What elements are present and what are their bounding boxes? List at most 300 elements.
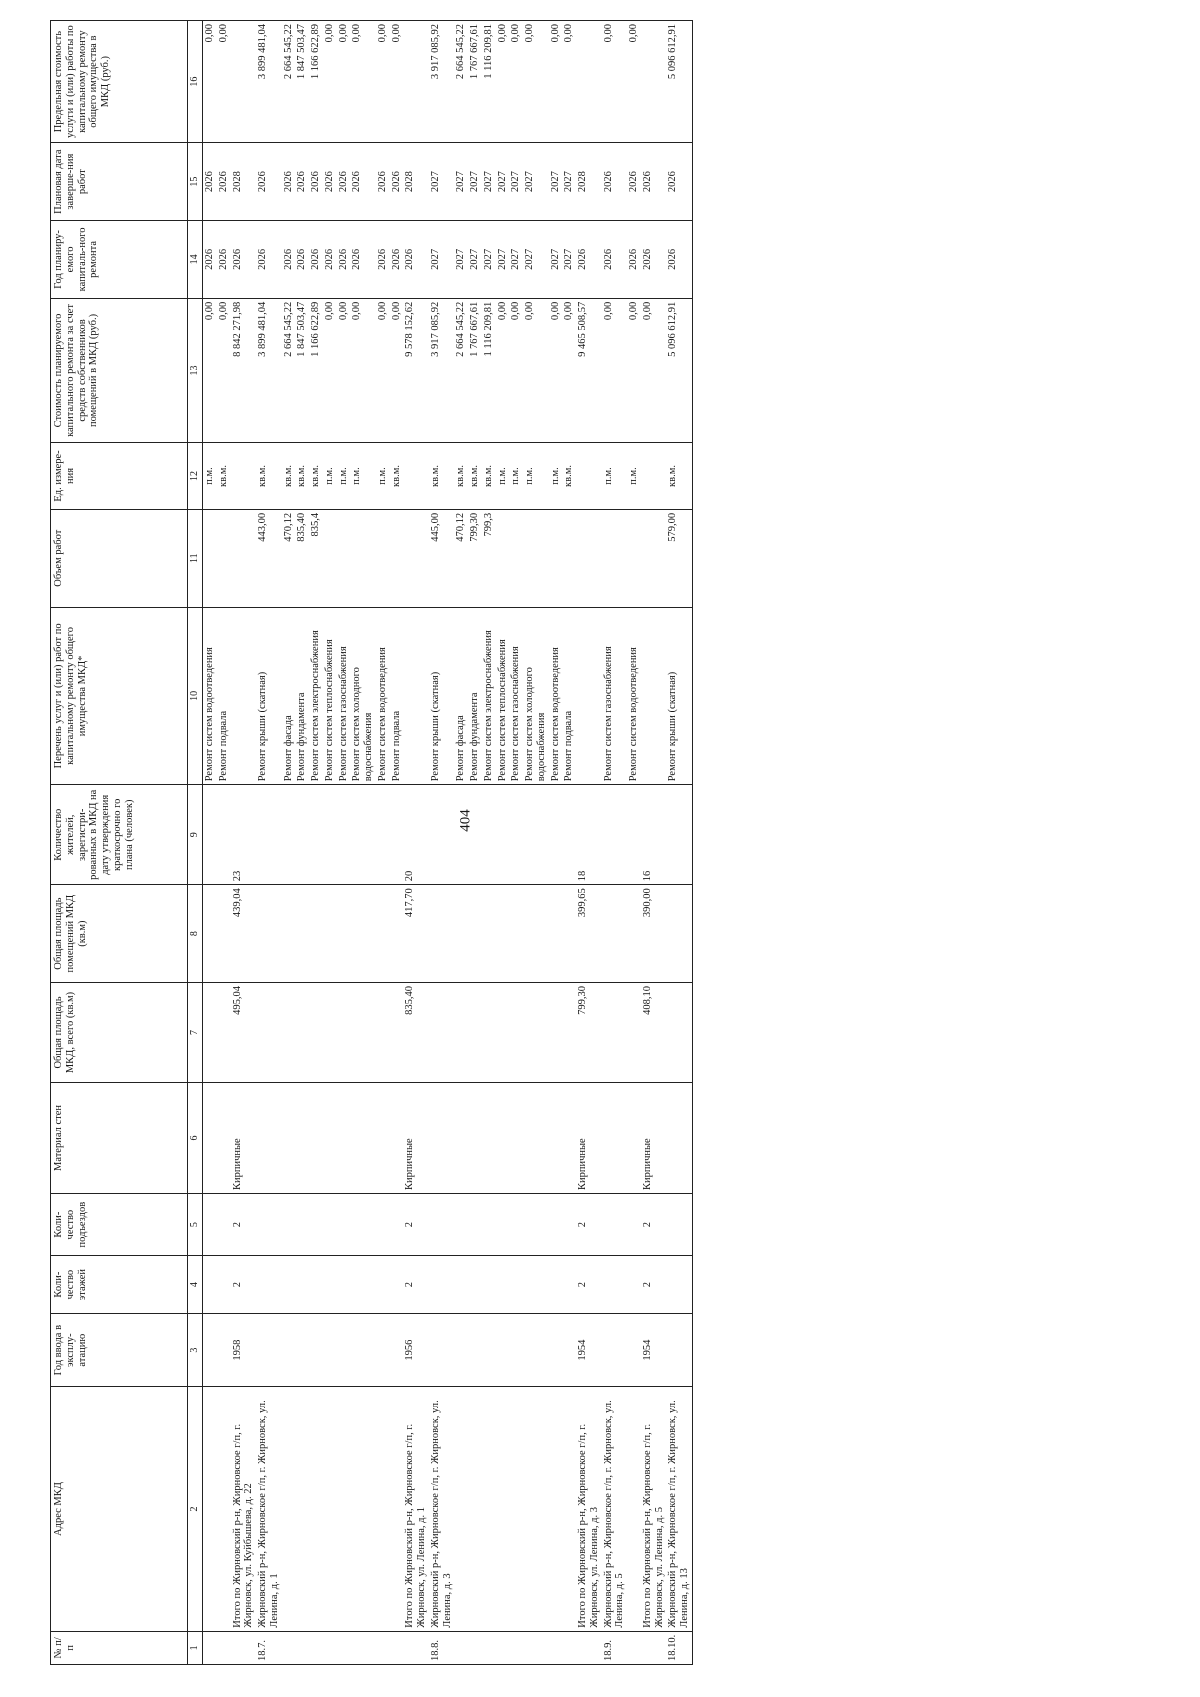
wall-material-cell	[350, 1082, 376, 1193]
table-row	[509, 21, 523, 1665]
row-number-cell	[468, 1631, 482, 1664]
commission-year-cell	[509, 1314, 523, 1387]
header-cell: Плановая дата заверше-ния работ	[51, 143, 188, 221]
cost-limit-cell: 0,00	[323, 21, 337, 143]
unit-cell: кв.м.	[482, 443, 496, 510]
table-row	[468, 21, 482, 1665]
header-cell: Коли-чество этажей	[51, 1256, 188, 1314]
repair-cost-cell: 3 917 085,92	[429, 298, 455, 442]
cost-limit-cell: 0,00	[509, 21, 523, 143]
floors-cell	[549, 1256, 563, 1314]
unit-cell: п.м.	[627, 443, 641, 510]
unit-cell: кв.м.	[454, 443, 468, 510]
floors-cell	[602, 1256, 628, 1314]
table-row	[641, 21, 667, 1665]
total-area-cell	[549, 983, 563, 1083]
repair-year-cell: 2026	[376, 221, 390, 299]
cost-limit-cell: 1 166 622,89	[309, 21, 323, 143]
cost-limit-cell: 1 847 503,47	[295, 21, 309, 143]
cost-limit-cell	[576, 21, 602, 143]
entrances-cell: 2	[231, 1194, 257, 1256]
floors-cell	[468, 1256, 482, 1314]
repair-cost-cell: 0,00	[562, 298, 576, 442]
unit-cell: кв.м.	[309, 443, 323, 510]
repair-cost-cell: 0,00	[509, 298, 523, 442]
work-volume-cell: 799,30	[468, 509, 482, 607]
address-cell	[337, 1387, 351, 1631]
cost-limit-cell: 3 917 085,92	[429, 21, 455, 143]
residents-cell	[523, 785, 549, 885]
unit-cell	[231, 443, 257, 510]
column-number: 8	[188, 885, 203, 983]
work-volume-cell	[390, 509, 404, 607]
floors-cell	[666, 1256, 692, 1314]
completion-date-cell: 2026	[309, 143, 323, 221]
address-cell	[376, 1387, 390, 1631]
wall-material-cell	[482, 1082, 496, 1193]
commission-year-cell	[602, 1314, 628, 1387]
repair-cost-cell: 5 096 612,91	[666, 298, 692, 442]
premises-area-cell	[295, 885, 309, 983]
commission-year-cell	[468, 1314, 482, 1387]
work-volume-cell	[496, 509, 510, 607]
work-volume-cell: 445,00	[429, 509, 455, 607]
wall-material-cell	[256, 1082, 282, 1193]
entrances-cell	[509, 1194, 523, 1256]
work-volume-cell: 579,00	[666, 509, 692, 607]
row-number-cell	[390, 1631, 404, 1664]
column-number: 9	[188, 785, 203, 885]
premises-area-cell	[666, 885, 692, 983]
total-area-cell	[666, 983, 692, 1083]
work-type-cell: Ремонт фасада	[282, 607, 296, 785]
entrances-cell: 2	[641, 1194, 667, 1256]
work-type-cell: Ремонт крыши (скатная)	[666, 607, 692, 785]
unit-cell: п.м.	[337, 443, 351, 510]
cost-limit-cell: 0,00	[337, 21, 351, 143]
premises-area-cell	[496, 885, 510, 983]
column-number: 2	[188, 1387, 203, 1631]
repair-year-cell: 2026	[666, 221, 692, 299]
work-volume-cell: 470,12	[282, 509, 296, 607]
residents-cell	[468, 785, 482, 885]
entrances-cell: 2	[576, 1194, 602, 1256]
residents-cell	[376, 785, 390, 885]
premises-area-cell	[523, 885, 549, 983]
wall-material-cell	[337, 1082, 351, 1193]
unit-cell	[403, 443, 429, 510]
unit-cell: кв.м.	[282, 443, 296, 510]
completion-date-cell: 2026	[350, 143, 376, 221]
floors-cell	[562, 1256, 576, 1314]
cost-limit-cell: 1 116 209,81	[482, 21, 496, 143]
floors-cell	[323, 1256, 337, 1314]
entrances-cell	[295, 1194, 309, 1256]
work-volume-cell	[350, 509, 376, 607]
row-number-cell	[403, 1631, 429, 1664]
address-cell	[309, 1387, 323, 1631]
floors-cell: 2	[403, 1256, 429, 1314]
work-volume-cell: 443,00	[256, 509, 282, 607]
residents-cell	[390, 785, 404, 885]
premises-area-cell	[203, 885, 217, 983]
total-area-cell	[256, 983, 282, 1083]
entrances-cell	[482, 1194, 496, 1256]
wall-material-cell	[282, 1082, 296, 1193]
unit-cell: п.м.	[496, 443, 510, 510]
commission-year-cell	[390, 1314, 404, 1387]
residents-cell	[350, 785, 376, 885]
repair-cost-cell: 0,00	[376, 298, 390, 442]
wall-material-cell	[376, 1082, 390, 1193]
floors-cell	[309, 1256, 323, 1314]
completion-date-cell: 2027	[454, 143, 468, 221]
completion-date-cell: 2027	[523, 143, 549, 221]
residents-cell	[549, 785, 563, 885]
row-number-cell: 18.7.	[256, 1631, 282, 1664]
row-number-cell: 18.10.	[666, 1631, 692, 1664]
row-number-cell	[282, 1631, 296, 1664]
column-number: 4	[188, 1256, 203, 1314]
completion-date-cell: 2027	[562, 143, 576, 221]
premises-area-cell	[549, 885, 563, 983]
work-type-cell: Ремонт фундамента	[468, 607, 482, 785]
row-number-cell	[337, 1631, 351, 1664]
work-type-cell: Ремонт фундамента	[295, 607, 309, 785]
work-volume-cell	[403, 509, 429, 607]
address-cell: Жирновский р-н, Жирновское г/п, г. Жирновск, ул. Ленина, д. 5	[602, 1387, 628, 1631]
repair-year-cell: 2027	[509, 221, 523, 299]
cost-limit-cell: 0,00	[602, 21, 628, 143]
total-area-cell	[454, 983, 468, 1083]
premises-area-cell	[429, 885, 455, 983]
table-row	[549, 21, 563, 1665]
table-row	[282, 21, 296, 1665]
work-volume-cell	[509, 509, 523, 607]
residents-cell	[482, 785, 496, 885]
unit-cell: п.м.	[523, 443, 549, 510]
total-area-cell	[468, 983, 482, 1083]
cost-limit-cell: 0,00	[523, 21, 549, 143]
repair-year-cell: 2027	[549, 221, 563, 299]
row-number-cell	[309, 1631, 323, 1664]
row-number-cell	[576, 1631, 602, 1664]
completion-date-cell: 2027	[509, 143, 523, 221]
residents-cell: 18	[576, 785, 602, 885]
completion-date-cell: 2026	[627, 143, 641, 221]
repair-cost-cell: 0,00	[323, 298, 337, 442]
cost-limit-cell: 0,00	[376, 21, 390, 143]
page-number: 404	[457, 809, 474, 832]
work-type-cell: Ремонт систем газоснабжения	[509, 607, 523, 785]
residents-cell	[627, 785, 641, 885]
completion-date-cell: 2026	[203, 143, 217, 221]
work-type-cell: Ремонт систем газоснабжения	[337, 607, 351, 785]
premises-area-cell	[309, 885, 323, 983]
repair-cost-cell: 8 842 271,98	[231, 298, 257, 442]
repair-year-cell: 2026	[231, 221, 257, 299]
entrances-cell: 2	[403, 1194, 429, 1256]
repair-year-cell: 2027	[562, 221, 576, 299]
repair-year-cell: 2026	[641, 221, 667, 299]
total-area-cell	[509, 983, 523, 1083]
residents-cell	[323, 785, 337, 885]
repair-cost-cell: 9 578 152,62	[403, 298, 429, 442]
repair-cost-cell: 0,00	[217, 298, 231, 442]
wall-material-cell	[496, 1082, 510, 1193]
residents-cell	[429, 785, 455, 885]
unit-cell: п.м.	[376, 443, 390, 510]
completion-date-cell: 2026	[641, 143, 667, 221]
table-row	[602, 21, 628, 1665]
work-type-cell	[641, 607, 667, 785]
total-area-cell	[203, 983, 217, 1083]
work-volume-cell	[217, 509, 231, 607]
premises-area-cell	[217, 885, 231, 983]
entrances-cell	[323, 1194, 337, 1256]
work-type-cell: Ремонт систем водоотведения	[376, 607, 390, 785]
wall-material-cell	[454, 1082, 468, 1193]
work-type-cell: Ремонт систем водоотведения	[549, 607, 563, 785]
commission-year-cell	[376, 1314, 390, 1387]
floors-cell	[429, 1256, 455, 1314]
header-cell: Объем работ	[51, 509, 188, 607]
header-cell: Предельная стоимость услуги и (или) работы по капитальному ремонту общего имущества в МКД (руб.)	[51, 21, 188, 143]
residents-cell	[496, 785, 510, 885]
address-cell	[282, 1387, 296, 1631]
residents-cell: 16	[641, 785, 667, 885]
column-number: 15	[188, 143, 203, 221]
residents-cell	[602, 785, 628, 885]
floors-cell	[454, 1256, 468, 1314]
cost-limit-cell	[231, 21, 257, 143]
residents-cell	[295, 785, 309, 885]
work-type-cell: Ремонт систем водоотведения	[627, 607, 641, 785]
entrances-cell	[203, 1194, 217, 1256]
address-cell: Жирновский р-н, Жирновское г/п, г. Жирновск, ул. Ленина, д. 1	[256, 1387, 282, 1631]
premises-area-cell	[602, 885, 628, 983]
work-volume-cell	[549, 509, 563, 607]
work-volume-cell	[641, 509, 667, 607]
row-number-cell	[350, 1631, 376, 1664]
premises-area-cell: 439,04	[231, 885, 257, 983]
row-number-cell: 18.8.	[429, 1631, 455, 1664]
commission-year-cell	[549, 1314, 563, 1387]
cost-limit-cell: 3 899 481,04	[256, 21, 282, 143]
cost-limit-cell: 1 767 667,61	[468, 21, 482, 143]
total-area-cell	[496, 983, 510, 1083]
row-number-cell	[376, 1631, 390, 1664]
work-type-cell: Ремонт систем теплоснабжения	[496, 607, 510, 785]
wall-material-cell	[602, 1082, 628, 1193]
cost-limit-cell: 0,00	[549, 21, 563, 143]
repair-cost-cell: 0,00	[627, 298, 641, 442]
table-body	[203, 21, 693, 1665]
premises-area-cell	[482, 885, 496, 983]
residents-cell	[454, 785, 468, 885]
completion-date-cell: 2026	[390, 143, 404, 221]
row-number-cell	[482, 1631, 496, 1664]
row-number-cell	[549, 1631, 563, 1664]
repair-year-cell: 2026	[295, 221, 309, 299]
completion-date-cell: 2026	[376, 143, 390, 221]
total-area-cell	[337, 983, 351, 1083]
completion-date-cell: 2027	[429, 143, 455, 221]
table-row	[217, 21, 231, 1665]
repair-cost-cell: 0,00	[523, 298, 549, 442]
work-type-cell: Ремонт крыши (скатная)	[429, 607, 455, 785]
unit-cell: кв.м.	[429, 443, 455, 510]
repair-year-cell: 2027	[468, 221, 482, 299]
floors-cell	[376, 1256, 390, 1314]
work-type-cell	[403, 607, 429, 785]
repair-cost-cell: 0,00	[602, 298, 628, 442]
wall-material-cell: Кирпичные	[641, 1082, 667, 1193]
wall-material-cell	[666, 1082, 692, 1193]
completion-date-cell: 2026	[323, 143, 337, 221]
entrances-cell	[454, 1194, 468, 1256]
premises-area-cell: 390,00	[641, 885, 667, 983]
completion-date-cell: 2026	[602, 143, 628, 221]
unit-cell: кв.м.	[666, 443, 692, 510]
entrances-cell	[666, 1194, 692, 1256]
residents-cell	[256, 785, 282, 885]
entrances-cell	[217, 1194, 231, 1256]
column-number-row	[188, 21, 203, 1665]
address-cell	[350, 1387, 376, 1631]
row-number-cell	[523, 1631, 549, 1664]
table-row	[231, 21, 257, 1665]
commission-year-cell	[666, 1314, 692, 1387]
header-cell: № п/п	[51, 1631, 188, 1664]
commission-year-cell	[482, 1314, 496, 1387]
floors-cell	[350, 1256, 376, 1314]
column-number: 5	[188, 1194, 203, 1256]
cost-limit-cell: 2 664 545,22	[454, 21, 468, 143]
header-cell: Стоимость планируемого капитального ремонта за счет средств собственников помещений в МКД (руб.)	[51, 298, 188, 442]
header-cell: Перечень услуг и (или) работ по капитальному ремонту общего имущества МКД*	[51, 607, 188, 785]
total-area-cell	[390, 983, 404, 1083]
repair-cost-cell: 0,00	[337, 298, 351, 442]
address-cell: Жирновский р-н, Жирновское г/п, г. Жирновск, ул. Ленина, д. 13	[666, 1387, 692, 1631]
commission-year-cell	[454, 1314, 468, 1387]
entrances-cell	[350, 1194, 376, 1256]
work-volume-cell: 470,12	[454, 509, 468, 607]
unit-cell: п.м.	[203, 443, 217, 510]
work-type-cell: Ремонт систем газоснабжения	[602, 607, 628, 785]
unit-cell	[576, 443, 602, 510]
unit-cell: кв.м.	[256, 443, 282, 510]
repair-year-cell: 2026	[602, 221, 628, 299]
row-number-cell	[295, 1631, 309, 1664]
unit-cell: кв.м.	[562, 443, 576, 510]
address-cell	[562, 1387, 576, 1631]
column-number: 12	[188, 443, 203, 510]
entrances-cell	[602, 1194, 628, 1256]
repair-cost-cell: 0,00	[203, 298, 217, 442]
residents-cell	[337, 785, 351, 885]
floors-cell	[337, 1256, 351, 1314]
wall-material-cell: Кирпичные	[403, 1082, 429, 1193]
repair-cost-cell: 0,00	[549, 298, 563, 442]
address-cell: Итого по Жирновский р-н, Жирновское г/п, г. Жирновск, ул. Ленина, д. 5	[641, 1387, 667, 1631]
entrances-cell	[429, 1194, 455, 1256]
address-cell	[496, 1387, 510, 1631]
completion-date-cell: 2028	[231, 143, 257, 221]
column-number: 11	[188, 509, 203, 607]
work-volume-cell	[562, 509, 576, 607]
repair-cost-cell: 1 166 622,89	[309, 298, 323, 442]
wall-material-cell	[323, 1082, 337, 1193]
work-volume-cell: 799,3	[482, 509, 496, 607]
column-number: 3	[188, 1314, 203, 1387]
premises-area-cell	[454, 885, 468, 983]
wall-material-cell	[203, 1082, 217, 1193]
unit-cell: п.м.	[509, 443, 523, 510]
repair-cost-cell: 1 116 209,81	[482, 298, 496, 442]
premises-area-cell	[256, 885, 282, 983]
work-type-cell: Ремонт систем водоотведения	[203, 607, 217, 785]
row-number-cell	[203, 1631, 217, 1664]
wall-material-cell	[523, 1082, 549, 1193]
entrances-cell	[627, 1194, 641, 1256]
commission-year-cell	[323, 1314, 337, 1387]
work-type-cell: Ремонт крыши (скатная)	[256, 607, 282, 785]
floors-cell	[295, 1256, 309, 1314]
table-row	[337, 21, 351, 1665]
repair-cost-cell: 9 465 508,57	[576, 298, 602, 442]
premises-area-cell: 417,70	[403, 885, 429, 983]
table-row	[390, 21, 404, 1665]
repair-year-cell: 2026	[576, 221, 602, 299]
table-row	[203, 21, 217, 1665]
address-cell: Жирновский р-н, Жирновское г/п, г. Жирновск, ул. Ленина, д. 3	[429, 1387, 455, 1631]
unit-cell: п.м.	[323, 443, 337, 510]
repair-year-cell: 2026	[337, 221, 351, 299]
total-area-cell	[523, 983, 549, 1083]
unit-cell: п.м.	[602, 443, 628, 510]
total-area-cell	[482, 983, 496, 1083]
residents-cell	[666, 785, 692, 885]
repair-cost-cell: 2 664 545,22	[454, 298, 468, 442]
cost-limit-cell: 2 664 545,22	[282, 21, 296, 143]
floors-cell: 2	[231, 1256, 257, 1314]
unit-cell: кв.м.	[295, 443, 309, 510]
commission-year-cell: 1958	[231, 1314, 257, 1387]
commission-year-cell	[562, 1314, 576, 1387]
premises-area-cell	[282, 885, 296, 983]
total-area-cell: 408,10	[641, 983, 667, 1083]
commission-year-cell	[217, 1314, 231, 1387]
address-cell	[509, 1387, 523, 1631]
commission-year-cell	[203, 1314, 217, 1387]
repair-year-cell: 2027	[454, 221, 468, 299]
total-area-cell	[376, 983, 390, 1083]
table-row	[523, 21, 549, 1665]
repair-cost-cell: 0,00	[496, 298, 510, 442]
table-row	[309, 21, 323, 1665]
wall-material-cell: Кирпичные	[231, 1082, 257, 1193]
address-cell	[482, 1387, 496, 1631]
column-number: 13	[188, 298, 203, 442]
work-type-cell: Ремонт систем теплоснабжения	[323, 607, 337, 785]
premises-area-cell	[337, 885, 351, 983]
work-volume-cell	[337, 509, 351, 607]
work-type-cell: Ремонт систем электроснабжения	[309, 607, 323, 785]
premises-area-cell	[468, 885, 482, 983]
completion-date-cell: 2026	[282, 143, 296, 221]
address-cell	[523, 1387, 549, 1631]
